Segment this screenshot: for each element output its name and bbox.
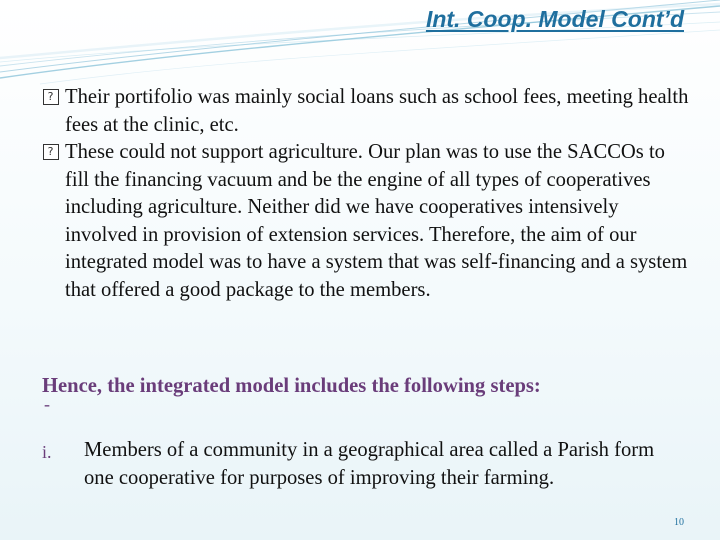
- steps-heading: Hence, the integrated model includes the following steps:: [42, 375, 541, 397]
- bullet-list: [42, 84, 692, 304]
- slide-title: Int. Coop. Model Cont’d: [425, 6, 684, 32]
- box-checkbox-icon: [43, 89, 59, 105]
- step-marker: i.: [42, 442, 52, 462]
- bullet-text: These could not support agriculture. Our plan was to use the SACCOs to fill the financing vacuum and be the engine of all types of cooperatives including agriculture. Neither did we have cooperatives intensively involved in provision of extension services. Therefore, the aim of our integrated model was to have a system that was self-financing and a system that offered a good package to the members.: [65, 141, 688, 301]
- page-number: 10: [674, 517, 684, 528]
- bullet-item: [42, 84, 692, 139]
- bullet-text: Their portifolio was mainly social loans such as school fees, meeting health fees at the clinic, etc.: [65, 86, 689, 136]
- step-item: [42, 436, 662, 492]
- step-text: Members of a community in a geographical area called a Parish form one cooperative for purposes of improving their farming.: [84, 439, 655, 489]
- heading-dash: -: [44, 394, 50, 414]
- box-checkbox-icon: [43, 144, 59, 160]
- steps-list: [42, 436, 662, 492]
- bullet-item: [42, 139, 692, 304]
